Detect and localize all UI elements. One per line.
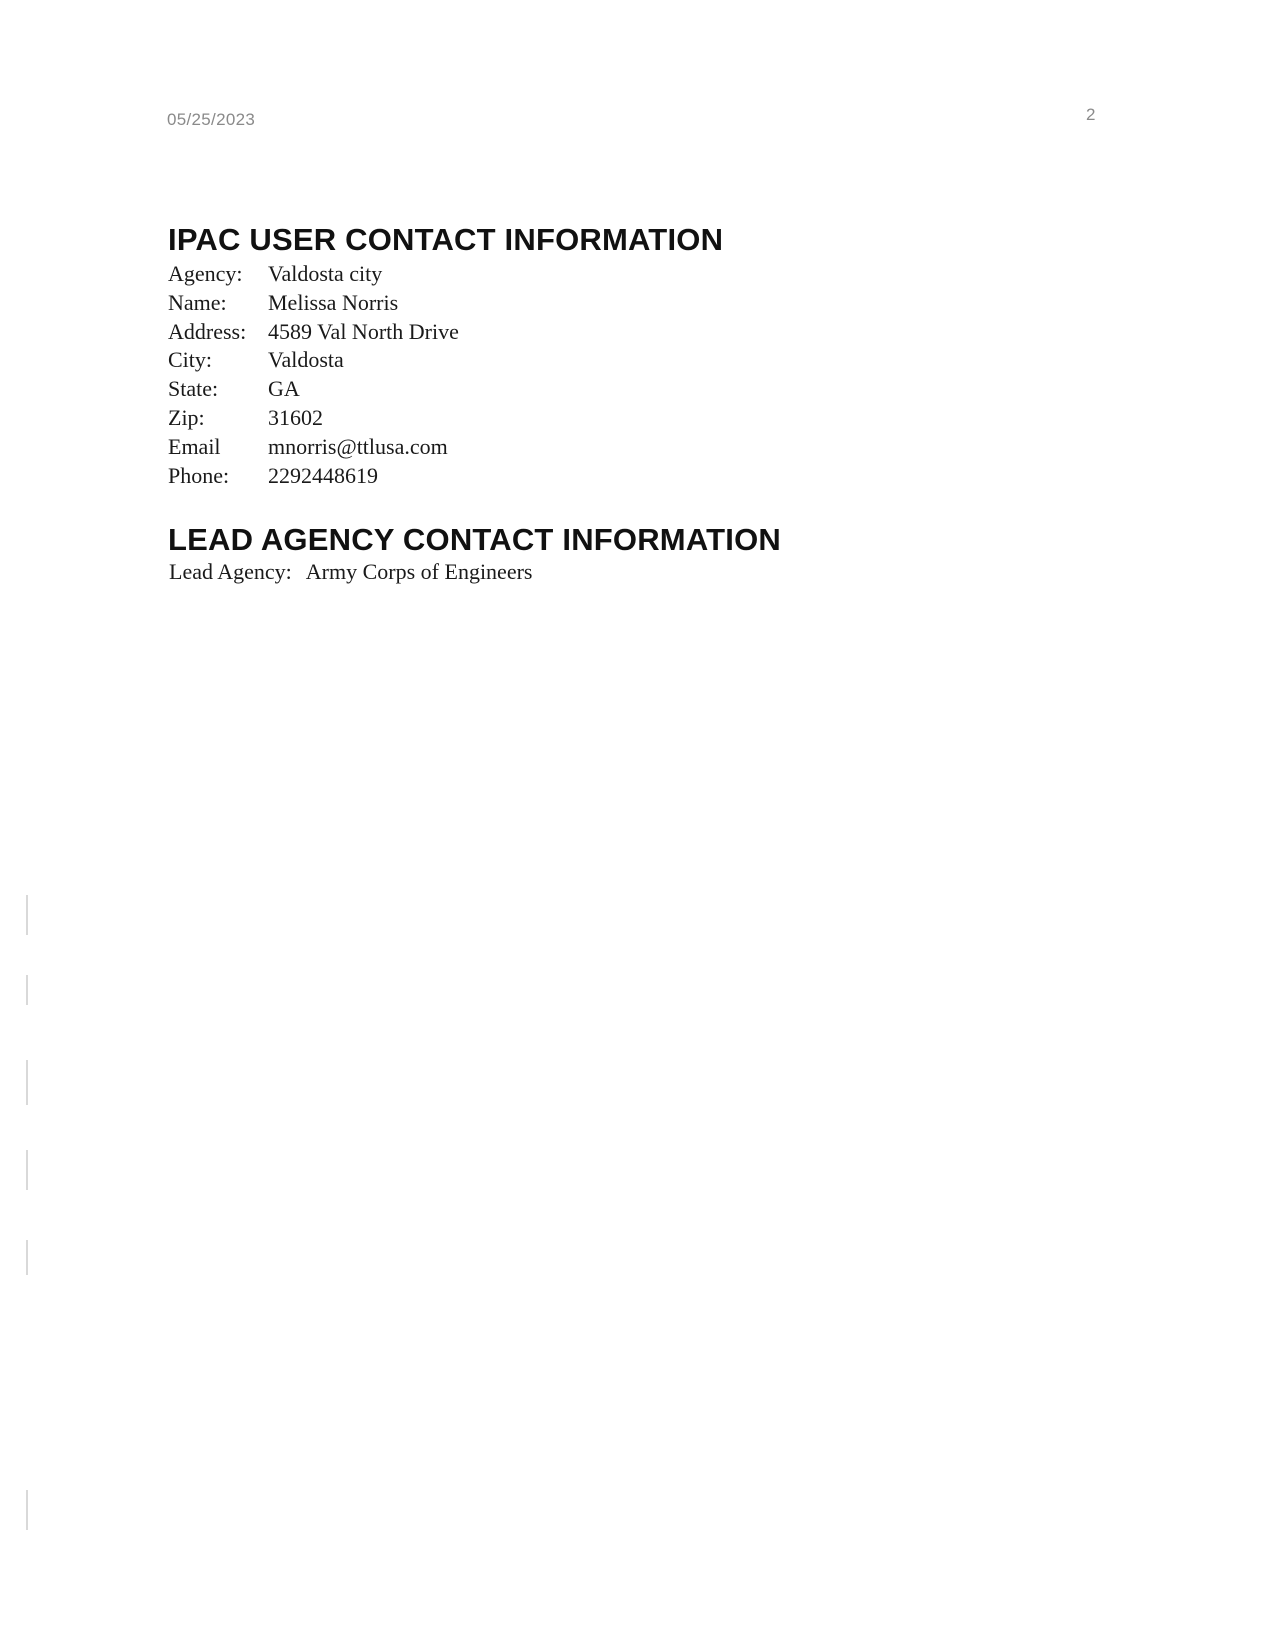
city-value: Valdosta: [268, 347, 344, 373]
zip-label: Zip:: [168, 404, 205, 430]
page-number: 2: [1086, 105, 1096, 124]
scan-artifact: [26, 975, 28, 1005]
contact-row-city: [168, 346, 459, 375]
address-label: Address:: [168, 318, 247, 344]
state-value: GA: [268, 376, 300, 402]
contact-row-state: [168, 375, 459, 404]
email-label: Email: [168, 433, 221, 459]
contact-row-address: [168, 318, 459, 347]
lead-agency-label: Lead Agency:: [169, 559, 292, 584]
contact-row-agency: [168, 260, 459, 289]
scan-artifact: [26, 1490, 28, 1530]
phone-value: 2292448619: [268, 462, 378, 488]
contact-row-email: [168, 433, 459, 462]
lead-agency-row: [169, 558, 532, 586]
name-value: Melissa Norris: [268, 289, 399, 315]
contact-row-phone: [168, 462, 459, 491]
zip-value: 31602: [268, 404, 323, 430]
contact-row-name: [168, 289, 459, 318]
lead-agency-heading: LEAD AGENCY CONTACT INFORMATION: [168, 522, 781, 557]
contact-row-zip: [168, 404, 459, 433]
scan-artifact: [26, 1060, 28, 1105]
state-label: State:: [168, 376, 219, 402]
agency-label: Agency:: [168, 261, 243, 286]
name-label: Name:: [168, 289, 227, 315]
city-label: City:: [168, 347, 213, 373]
agency-value: Valdosta city: [268, 261, 383, 286]
phone-label: Phone:: [168, 462, 230, 488]
ipac-contact-table: [168, 260, 459, 490]
page-date: 05/25/2023: [167, 110, 256, 129]
lead-agency-value: Army Corps of Engineers: [305, 559, 533, 584]
ipac-user-heading: IPAC USER CONTACT INFORMATION: [168, 222, 724, 257]
scan-artifact: [26, 1150, 28, 1190]
address-value: 4589 Val North Drive: [268, 318, 459, 344]
scan-artifact: [26, 895, 28, 935]
scan-artifact: [26, 1240, 28, 1275]
email-value: mnorris@ttlusa.com: [268, 433, 448, 459]
